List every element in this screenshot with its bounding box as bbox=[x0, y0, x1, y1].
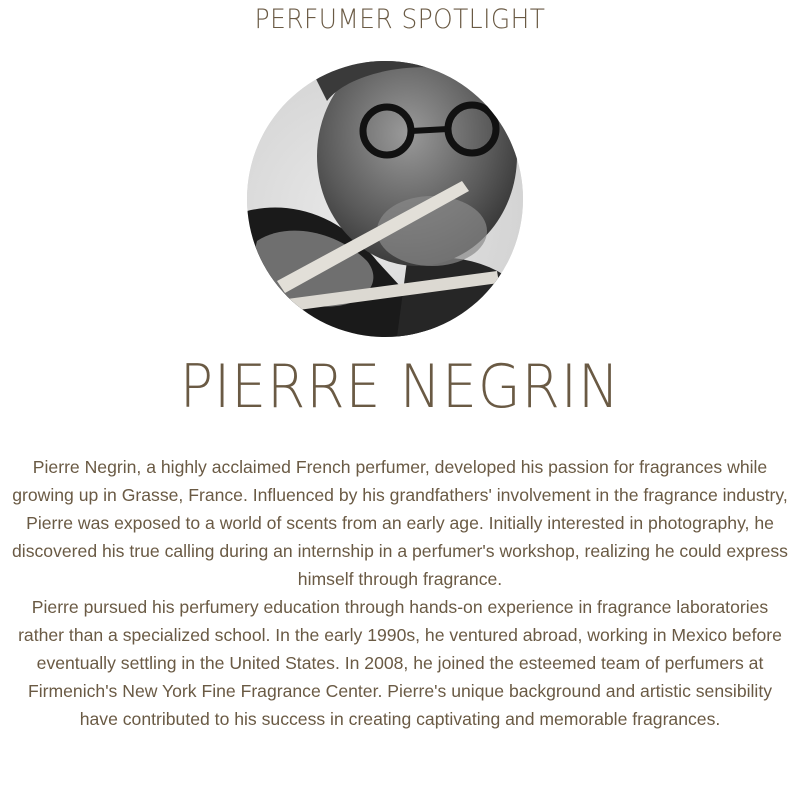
perfumer-bio bbox=[12, 453, 788, 733]
bio-paragraph: Pierre Negrin, a highly acclaimed French perfumer, developed his passion for fragrances while growing up in Grasse, France. Influenced by his grandfathers' involvement in the fragrance industry, Pierre was exposed to a world of scents from an early age. Initially interested in photography, he discovered his true calling during an internship in a perfumer's workshop, realizing he could express himself through fragrance. bbox=[12, 457, 788, 589]
section-kicker: PERFUMER SPOTLIGHT bbox=[254, 4, 546, 35]
perfumer-portrait bbox=[247, 61, 523, 337]
perfumer-name: PIERRE NEGRIN bbox=[179, 352, 621, 422]
perfumer-portrait-image bbox=[247, 61, 523, 337]
bio-paragraph: Pierre pursued his perfumery education through hands-on experience in fragrance laboratories rather than a specialized school. In the early 1990s, he ventured abroad, working in Mexico before eventually settling in the United States. In 2008, he joined the esteemed team of perfumers at Firmenich's New York Fine Fragrance Center. Pierre's unique background and artistic sensibility have contributed to his success in creating captivating and memorable fragrances. bbox=[18, 597, 782, 729]
